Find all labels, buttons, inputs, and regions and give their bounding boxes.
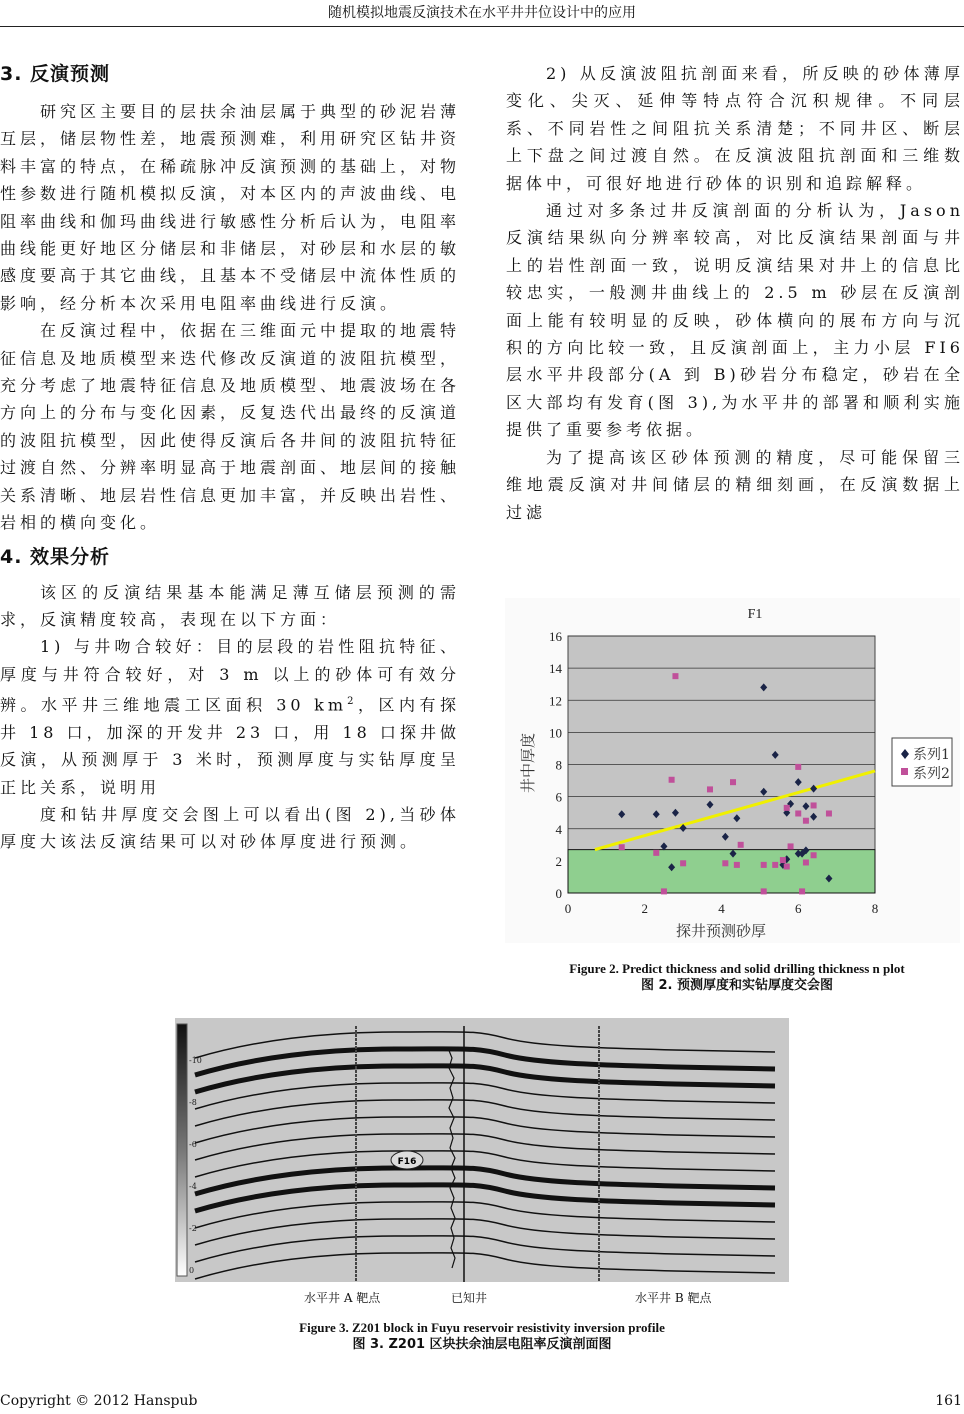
text: 1) 与井吻合较好：目的层段的岩性阻抗特征、厚度与井符合较好，对 3 m 以上的砂体可有效分辨。水平井三维地震工区面积 30 km bbox=[0, 637, 460, 715]
y-axis-label: 井中厚度 bbox=[519, 732, 537, 794]
data-point-series2 bbox=[795, 764, 801, 770]
data-point-series2 bbox=[672, 673, 678, 679]
right-column bbox=[506, 60, 964, 526]
f16-annotation: F16 bbox=[397, 1157, 417, 1167]
paragraph: 度和钻井厚度交会图上可以看出(图 2),当砂体厚度大该法反演结果可以对砂体厚度进行预测。 bbox=[0, 805, 460, 852]
running-header: 随机模拟地震反演技术在水平井井位设计中的应用 bbox=[328, 5, 636, 21]
paragraph: 为了提高该区砂体预测的精度，尽可能保留三维地震反演对井间储层的精细刻画，在反演数据上过滤 bbox=[506, 447, 964, 522]
legend-square-icon bbox=[901, 768, 908, 775]
data-point-series2 bbox=[803, 859, 809, 865]
figure-3-caption bbox=[0, 1319, 964, 1353]
y-tick-label: 6 bbox=[555, 789, 562, 805]
data-point-series2 bbox=[826, 810, 832, 816]
data-point-series2 bbox=[707, 786, 713, 792]
colorbar-tick-label: -8 bbox=[189, 1098, 197, 1107]
x-tick-label: 4 bbox=[718, 901, 725, 916]
page-number: 161 bbox=[935, 1393, 962, 1409]
x-tick-label: 2 bbox=[641, 901, 648, 916]
legend-label: 系列1 bbox=[913, 747, 950, 763]
data-point-series2 bbox=[772, 862, 778, 868]
data-point-series2 bbox=[811, 802, 817, 808]
copyright: Copyright © 2012 Hanspub bbox=[0, 1393, 198, 1409]
data-point-series2 bbox=[761, 888, 767, 894]
caption-zh: 图 3. Z201 区块扶余油层电阻率反演剖面图 bbox=[352, 1337, 612, 1352]
highlight-band bbox=[568, 850, 875, 893]
well-a-label: 水平井 A 靶点 bbox=[304, 1291, 381, 1305]
data-point-series2 bbox=[784, 863, 790, 869]
figure-2-caption bbox=[510, 960, 964, 994]
known-well-label: 已知井 bbox=[451, 1291, 488, 1305]
section-3-heading: 3. 反演预测 bbox=[0, 63, 111, 85]
superscript: 2 bbox=[347, 696, 358, 708]
y-tick-label: 10 bbox=[549, 725, 562, 741]
data-point-series2 bbox=[803, 818, 809, 824]
scatter-chart bbox=[505, 598, 960, 943]
paragraph: 2) 从反演波阻抗剖面来看，所反映的砂体薄厚变化、尖灭、延伸等特点符合沉积规律。不同层系、不同岩性之间阻抗关系清楚；不同井区、断层上下盘之间过渡自然。在反演波阻抗剖面和三维数据体中，可很好地进行砂体的识别和追踪解释。 bbox=[506, 64, 964, 193]
x-tick-label: 8 bbox=[871, 901, 879, 916]
caption-en: Figure 3. Z201 block in Fuyu reservoir resistivity inversion profile bbox=[299, 1320, 665, 1335]
data-point-series2 bbox=[730, 779, 736, 785]
colorbar-tick-label: 0 bbox=[189, 1266, 195, 1275]
data-point-series2 bbox=[761, 862, 767, 868]
colorbar bbox=[177, 1024, 187, 1276]
y-tick-label: 12 bbox=[549, 693, 562, 709]
colorbar-tick-label: -6 bbox=[189, 1140, 197, 1149]
colorbar-tick-label: -10 bbox=[189, 1056, 202, 1065]
data-point-series2 bbox=[799, 888, 805, 894]
y-tick-label: 4 bbox=[555, 821, 562, 837]
paragraph: 该区的反演结果基本能满足薄互储层预测的需求，反演精度较高，表现在以下方面： bbox=[0, 582, 460, 629]
caption-zh: 图 2. 预测厚度和实钻厚度交会图 bbox=[640, 978, 834, 993]
data-point-series2 bbox=[680, 860, 686, 866]
paragraph: 在反演过程中，依据在三维面元中提取的地震特征信息及地质模型来迭代修改反演道的波阻抗模型，充分考虑了地震特征信息及地质模型、地震波场在各方向上的分布与变化因素，反复迭代出最终的反演道的波阻抗模型，因此使得反演后各井间的波阻抗特征过渡自然、分辨率明显高于地震剖面、地层间的接触关系清晰、地层岩性信息更加丰富，并反映出岩性、岩相的横向变化。 bbox=[0, 321, 461, 533]
data-point-series2 bbox=[661, 888, 667, 894]
y-tick-label: 16 bbox=[549, 629, 562, 644]
data-point-series2 bbox=[780, 857, 786, 863]
data-point-series2 bbox=[722, 860, 728, 866]
y-tick-label: 2 bbox=[555, 853, 562, 869]
paragraph: 通过对多条过井反演剖面的分析认为，Jason 反演结果纵向分辨率较高，对比反演结果剖面与井上的岩性剖面一致，说明反演结果对井上的信息比较忠实，一般测井曲线上的 2.5 m 砂层在反演剖面上能有较明显的反映，砂体横向的展布方向与沉积的方向比较一致，且反演剖面上，主力小层 FI6 层水平井段部分(A 到 B)砂岩分布稳定，砂岩在全区大部均有发育(图 3),为水平井的部署和顺利实施提供了重要参考依据。 bbox=[506, 201, 964, 440]
paragraph: 研究区主要目的层扶余油层属于典型的砂泥岩薄互层，储层物性差，地震预测难，利用研究区钻井资料丰富的特点，在稀疏脉冲反演预测的基础上，对物性参数进行随机模拟反演，对本区内的声波曲线、电阻率曲线和伽玛曲线进行敏感性分析后认为，电阻率曲线能更好地区分储层和非储层，对砂层和水层的敏感度要高于其它曲线，且基本不受储层中流体性质的影响，经分析本次采用电阻率曲线进行反演。 bbox=[0, 102, 461, 313]
data-point-series2 bbox=[653, 850, 659, 856]
x-tick-label: 6 bbox=[795, 901, 802, 916]
data-point-series2 bbox=[795, 810, 801, 816]
well-b-label: 水平井 B 靶点 bbox=[635, 1291, 712, 1305]
y-tick-label: 14 bbox=[549, 661, 562, 677]
section-4-heading: 4. 效果分析 bbox=[0, 545, 111, 568]
legend bbox=[892, 738, 952, 786]
x-axis-label: 探井预测砂厚 bbox=[675, 922, 767, 940]
data-point-series2 bbox=[738, 842, 744, 848]
data-point-series2 bbox=[784, 805, 790, 811]
data-point-series2 bbox=[788, 843, 794, 849]
text: ，区内有探井 18 口，加深的开发井 23 口，用 18 口探井做反演，从预测厚于 3 米时，预测厚度与实钻厚度呈正比关系，说明用 bbox=[0, 695, 460, 797]
y-tick-label: 8 bbox=[555, 757, 562, 773]
header-divider bbox=[0, 26, 964, 27]
paragraph bbox=[0, 633, 460, 801]
x-tick-label: 0 bbox=[564, 901, 572, 916]
caption-en: Figure 2. Predict thickness and solid drilling thickness n plot bbox=[569, 961, 905, 976]
data-point-series2 bbox=[811, 852, 817, 858]
colorbar-tick-label: -4 bbox=[189, 1182, 197, 1191]
data-point-series2 bbox=[619, 844, 625, 850]
colorbar-tick-label: -2 bbox=[189, 1224, 197, 1233]
data-point-series2 bbox=[669, 777, 675, 783]
chart-title: F1 bbox=[747, 607, 763, 622]
legend-label: 系列2 bbox=[913, 766, 950, 782]
data-point-series2 bbox=[734, 862, 740, 868]
y-tick-label: 0 bbox=[555, 886, 562, 901]
resistivity-inversion-profile bbox=[175, 1018, 789, 1282]
left-column bbox=[0, 60, 460, 856]
